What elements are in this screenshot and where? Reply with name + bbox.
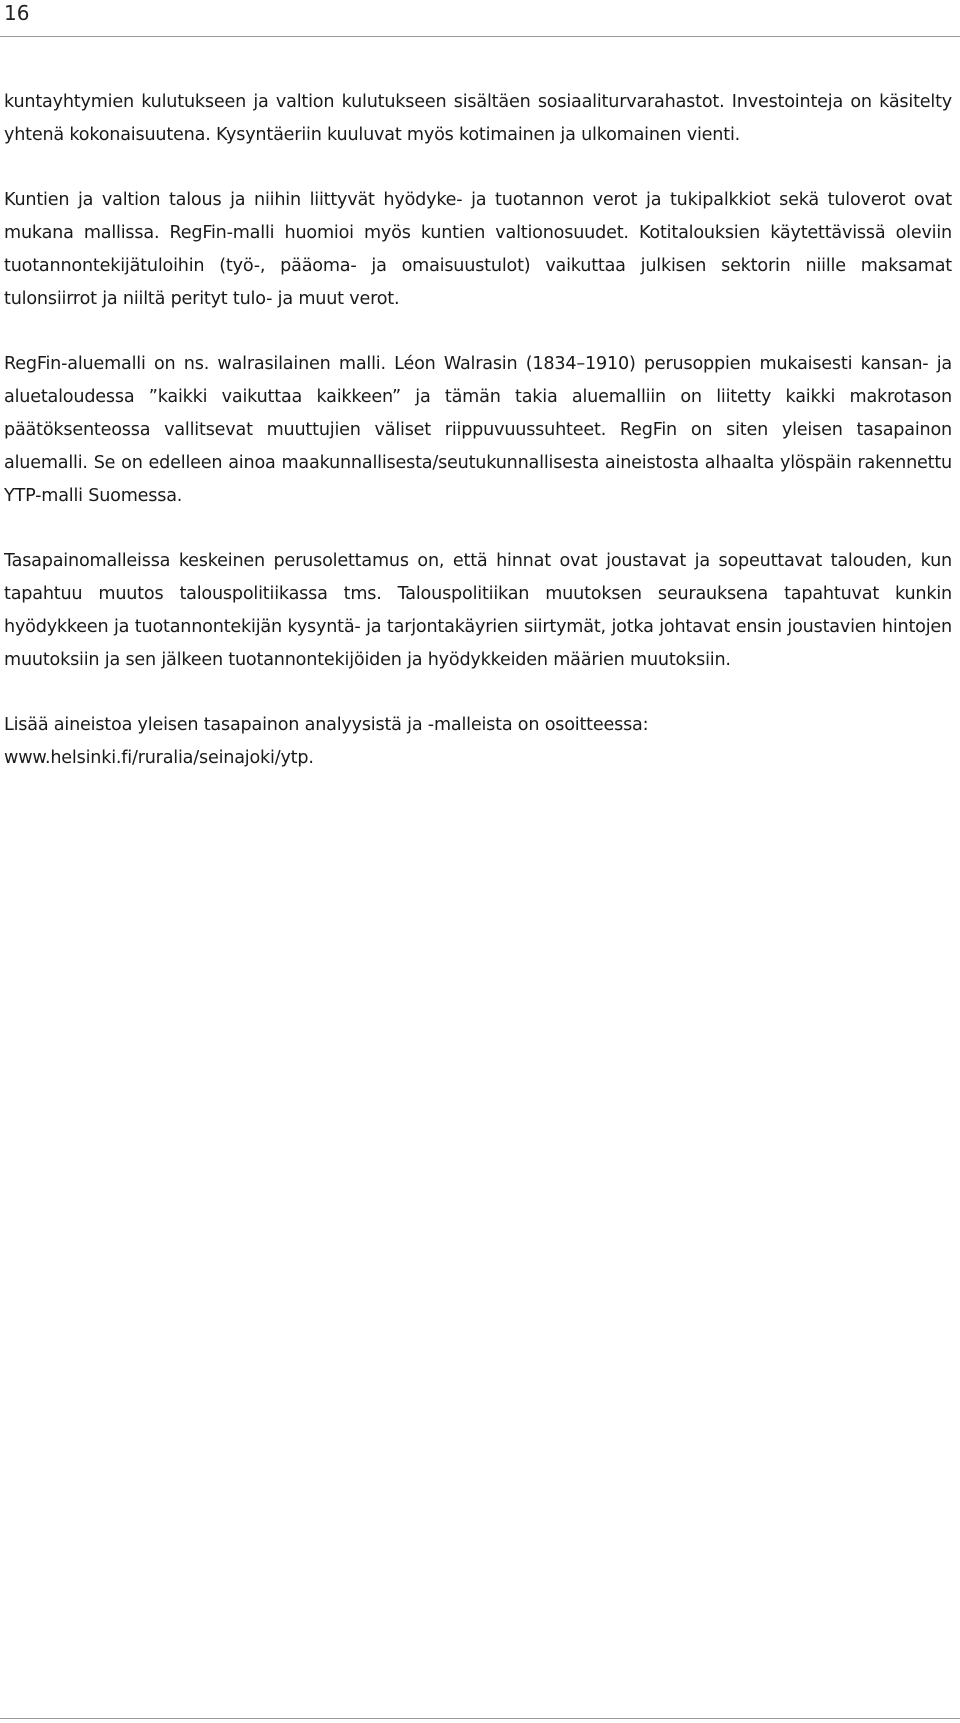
page-number: 16 — [4, 1, 30, 25]
paragraph-4: Tasapainomalleissa keskeinen perusolettamus on, että hinnat ovat joustavat ja sopeuttavat talouden, kun tapahtuu muutos talouspolitiikassa tms. Talouspolitiikan muutoksen seurauksena tapahtuvat kunkin hyödykkeen ja tuotannontekijän kysyntä- ja tarjontakäyrien siirtymät, jotka johtavat ensin joustavien hintojen muutoksiin ja sen jälkeen tuotannontekijöiden ja hyödykkeiden määrien muutoksiin. — [4, 551, 952, 670]
body-text — [4, 86, 952, 775]
footer-rule — [0, 1718, 960, 1719]
reference-url[interactable]: www.helsinki.fi/ruralia/seinajoki/ytp. — [4, 748, 314, 768]
paragraph-5 — [4, 709, 952, 775]
paragraph-3: RegFin-aluemalli on ns. walrasilainen malli. Léon Walrasin (1834–1910) perusoppien mukaisesti kansan- ja aluetaloudessa ”kaikki vaikuttaa kaikkeen” ja tämän takia aluemalliin on liitetty kaikki makrotason päätöksenteossa vallitsevat muuttujien väliset riippuvuussuhteet. RegFin on siten yleisen tasapainon aluemalli. Se on edelleen ainoa maakunnallisesta/seutukunnallisesta aineistosta alhaalta ylöspäin rakennettu YTP-malli Suomessa. — [4, 354, 952, 506]
paragraph-2: Kuntien ja valtion talous ja niihin liittyvät hyödyke- ja tuotannon verot ja tukipalkkiot sekä tuloverot ovat mukana mallissa. RegFin-malli huomioi myös kuntien valtionosuudet. Kotitalouksien käytettävissä oleviin tuotannontekijätuloihin (työ-, pääoma- ja omaisuustulot) vaikuttaa julkisen sektorin niille maksamat tulonsiirrot ja niiltä perityt tulo- ja muut verot. — [4, 190, 952, 309]
header-rule — [0, 36, 960, 37]
closing-text: Lisää aineistoa yleisen tasapainon analyysistä ja -malleista on osoitteessa: — [4, 715, 649, 735]
paragraph-1: kuntayhtymien kulutukseen ja valtion kulutukseen sisältäen sosiaaliturvarahastot. Investointeja on käsitelty yhtenä kokonaisuutena. Kysyntäeriin kuuluvat myös kotimainen ja ulkomainen vienti. — [4, 92, 952, 145]
